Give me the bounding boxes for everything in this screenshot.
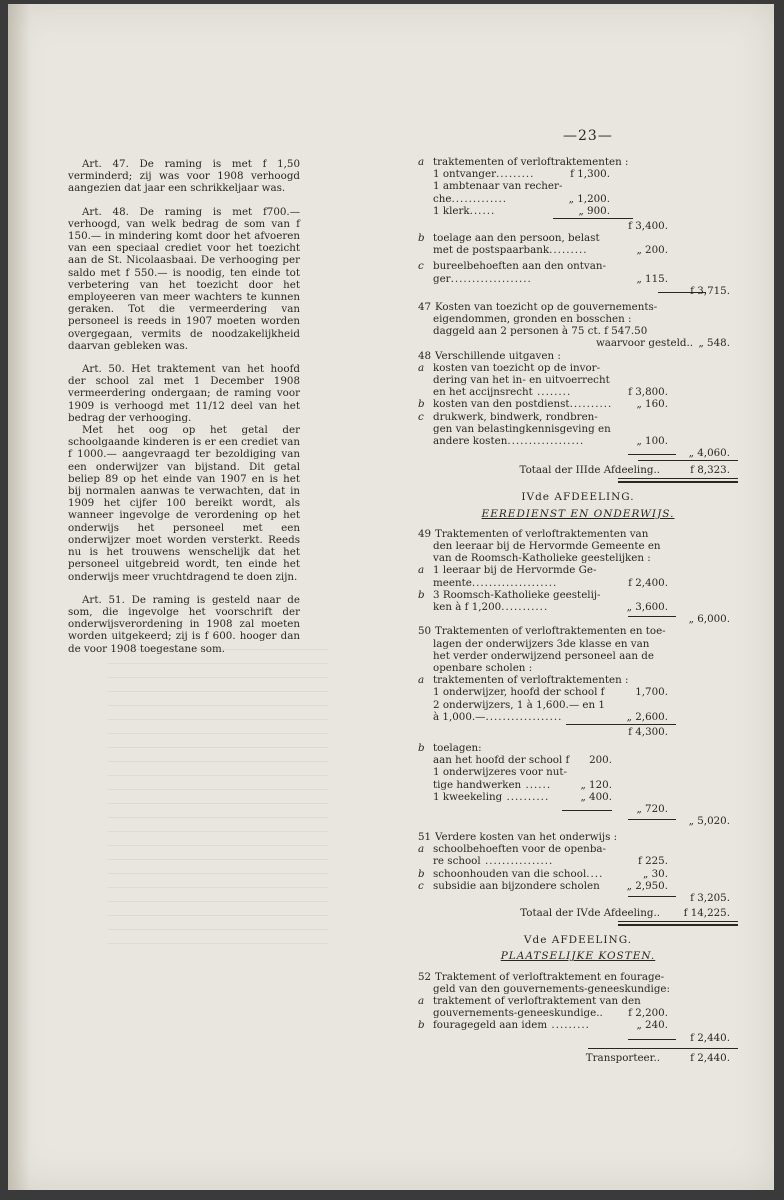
amount: f 3,400. (628, 220, 668, 233)
line: subsidie aan bijzondere scholen (433, 879, 600, 892)
line: 1 onderwijzer, hoofd der school f (433, 686, 605, 699)
line: 1 kweekeling (433, 790, 503, 803)
amount: „ 5,020. (688, 814, 730, 827)
amount: „ 1,200. (568, 192, 610, 205)
amount: f 3,715. (690, 284, 730, 297)
double-rule (618, 921, 738, 926)
line: fouragegeld aan idem (433, 1019, 548, 1032)
amount: f 2,200. (628, 1007, 668, 1020)
amount: 1,700. (635, 686, 668, 699)
line: traktementen of verloftraktementen : (433, 156, 629, 168)
line: bureelbehoeften aan den ontvan- (433, 260, 606, 273)
paragraph: Art. 48. De raming is met f700.— verhoogd, van welk bedrag de som van f 150.— in mindering komt door het afvoeren van een speciaal crediet voor het toezicht aan de St. Nicolaasbaai. De verhooging per saldo met f 550.— is noodig, ten einde tot verbetering van het toezicht door het employeeren van meer wachters te kunnen geraken. Tot die vermeerdering van personeel is reeds in 1907 moeten worden overgegaan, vermits de noodzakelijkheid daarvan gebleken was. (68, 205, 300, 352)
amount: „ 548. (698, 337, 730, 350)
line: gouvernements-geneeskundige.. (433, 1007, 603, 1020)
amount: „ 100. (636, 435, 668, 448)
line: geld van den gouvernements-geneeskundige: (433, 982, 670, 995)
rule (553, 218, 633, 219)
line: gen van belastingkennisgeving en (433, 422, 611, 435)
line: andere kosten (433, 435, 508, 448)
section-heading: IVde AFDEELING. (521, 491, 635, 504)
line: Kosten van toezicht op de gouvernements- (435, 300, 658, 313)
line: 1 leeraar bij de Hervormde Ge- (433, 564, 597, 577)
paragraph: Met het oog op het getal der schoolgaande kinderen is er een crediet van f 1000.— aangevraagd ter bezoldiging van een onderwijzer van bijstand. Dit getal beliep 89 op het einde van 1907 en is het bij normalen aanwas te verwachten, dat in 1909 het cijfer 100 bereikt wordt, als wanneer ingevolge de verordening op het onderwijs het personeel met een onderwijzer moet worden versterkt. Reeds nu is het trouwens wenschelijk dat het personeel uitgebreid wordt, ten einde het onderwijs meer vruchtdragend te doen zijn. (68, 424, 300, 583)
line: met de postspaarbank (433, 244, 550, 257)
amount: f 3,800. (628, 386, 668, 399)
line: 1 ambtenaar van recher- (433, 180, 563, 193)
total-amount: f 8,323. (690, 464, 730, 477)
paragraph: Art. 51. De raming is gesteld naar de som, die ingevolge het voorschrift der onderwijsverordening in 1908 zal moeten worden uitgekeerd; zij is f 600. hooger dan de voor 1908 toegestane som. (68, 593, 300, 655)
line: 1 klerk (433, 204, 470, 217)
line: drukwerk, bindwerk, rondbren- (433, 410, 598, 423)
page-number: —23— (563, 128, 613, 144)
document-page (8, 4, 774, 1190)
rule (638, 460, 738, 461)
amount: „ 30. (643, 867, 668, 880)
line: daggeld aan 2 personen à 75 ct. f 547.50 (433, 325, 648, 338)
line: traktement of verloftraktement van den (433, 994, 641, 1007)
amount: „ 200. (636, 244, 668, 257)
line: traktementen of verloftraktementen : (433, 674, 629, 687)
line: re school (433, 855, 481, 868)
line: che (433, 192, 452, 205)
line: toelage aan den persoon, belast (433, 232, 600, 245)
amount: f 3,205. (690, 891, 730, 904)
line: het verder onderwijzend personeel aan de (433, 649, 654, 662)
amount: „ 3,600. (626, 601, 668, 614)
line: Verdere kosten van het onderwijs : (435, 830, 618, 843)
line: Verschillende uitgaven : (435, 349, 561, 362)
amount: „ 240. (636, 1019, 668, 1032)
line: 3 Roomsch-Katholieke geestelij- (433, 588, 601, 601)
section-heading: Vde AFDEELING. (523, 934, 633, 947)
line: eigendommen, gronden en bosschen : (433, 313, 632, 326)
line: Traktementen of verloftraktementen en toe- (435, 625, 666, 638)
line: schoolbehoeften voor de openba- (433, 843, 607, 856)
line: lagen der onderwijzers 3de klasse en van (433, 637, 650, 650)
line: ger (433, 272, 451, 285)
amount: „ 160. (636, 398, 668, 411)
line: en het accijnsrecht (433, 386, 533, 399)
total-amount: f 14,225. (683, 906, 730, 919)
line: kosten van toezicht op de invor- (433, 361, 601, 374)
rule (588, 1048, 738, 1049)
amount: „ 115. (636, 272, 668, 285)
line: 2 onderwijzers, 1 à 1,600.— en 1 (433, 698, 605, 711)
line: tige handwerken (433, 778, 522, 791)
amount: „ 2,600. (626, 710, 668, 723)
paragraph: Art. 50. Het traktement van het hoofd der school zal met 1 December 1908 vermeerdering ondergaan; de raming voor 1909 is verhoogd met 11/12 deel van het bedrag der verhooging. (68, 363, 300, 424)
total-label: Totaal der IIIde Afdeeling.. (519, 464, 660, 477)
line: Traktement of verloftraktement en fourage- (435, 970, 665, 983)
amount: „ 120. (580, 778, 612, 791)
amount: 200. (589, 754, 612, 767)
amount: „ 900. (578, 204, 610, 217)
bleed-through (108, 644, 328, 944)
line: meente (433, 576, 472, 589)
line: Traktementen of verloftraktementen van (435, 527, 649, 540)
amount: f 4,300. (628, 725, 668, 738)
line: den leeraar bij de Hervormde Gemeente en (433, 540, 661, 553)
line: 1 ontvanger (433, 168, 496, 181)
amount: „ 2,950. (626, 879, 668, 892)
line: kosten van den postdienst (433, 398, 570, 411)
paragraph: Art. 47. De raming is met f 1,50 verminderd; zij was voor 1908 verhoogd aangezien dat jaar een schrikkeljaar was. (68, 158, 300, 195)
total-label: Transporteer.. (585, 1051, 660, 1064)
line: schoonhouden van die school (433, 867, 587, 880)
right-column: a traktementen of verloftraktementen : 1 ontvanger......... f 1,300. 1 ambtenaar van recher- che............. „ 1,200. 1 klerk...... „ 900. f 3,400. b toelage aan den persoon, belast met de postspaarbank......... „ 200. c bureelbehoeften aan den ontvan- ger................... „ 115. f 3,715. 47 Kosten van toezicht op de gouvernements- eigendommen, gronden en bosschen : daggeld aan 2 personen à 75 ct. f 547.50 waarvoor gesteld.. „ 548. 48 Verschillende uitgaven : a kosten van toezicht op de invor- dering van het in- en uitvoerrecht en het accijnsrecht ........ f 3,800. b kosten van den postdienst.......... „ 160. c drukwerk, bindwerk, rondbren- gen van belastingkennisgeving en andere kosten.................. „ 100. „ 4,060. Totaal der IIIde Afdeeling.. f 8,323. IVde AFDEELING. EEREDIENST EN ONDERWIJS. 49 Traktementen of verloftraktementen van den leeraar bij de Hervormde Gemeente en van de Roomsch-Katholieke geestelijken : a 1 leeraar bij de Hervormde Ge- meente.................... f 2,400. b 3 Roomsch-Katholieke geestelij- ken à f 1,200........... „ 3,600. „ 6,000. 50 Traktementen of verloftraktementen en toe- lagen der onderwijzers 3de klasse en van het verder onderwijzend personeel aan de openbare scholen : a traktementen of verloftraktementen : 1 onderwijzer, hoofd der school f 1,700. 2 onderwijzers, 1 à 1,600.— en 1 à 1,000.—.................. „ 2,600. f 4,300. b toelagen: aan het hoofd der school f 200. 1 onderwijzeres voor nut- tige handwerken ...... „ 120. 1 kweekeling .......... „ 400. „ 720. „ 5,020. 51 Verdere kosten van het onderwijs : a schoolbehoeften voor de openba- re school ................ f 225. b schoonhouden van die school.... „ 30. c subsidie aan bijzondere scholen „ 2,950. f 3,205. Totaal der IVde Afdeeling.. f 14,225. Vde AFDEELING. PLAATSELIJKE KOSTEN. 52 Traktement of verloftraktement en fourage- geld van den gouvernements-geneeskundige: a traktement of verloftraktement van den gouvernements-geneeskundige.. f 2,200. b fouragegeld aan idem ......... „ 240. f 2,440. Transporteer.. f 2,440. (418, 156, 738, 1064)
line: van de Roomsch-Katholieke geestelijken : (433, 552, 651, 565)
left-column (68, 158, 300, 666)
section-subheading: EEREDIENST EN ONDERWIJS. (481, 507, 675, 520)
line: 1 onderwijzeres voor nut- (433, 766, 567, 779)
total-amount: f 2,440. (690, 1051, 730, 1064)
amount: „ 400. (580, 790, 612, 803)
amount: „ 4,060. (688, 447, 730, 460)
line: ken à f 1,200 (433, 601, 502, 614)
total-label: Totaal der IVde Afdeeling.. (520, 906, 660, 919)
line: openbare scholen : (433, 661, 533, 674)
double-rule (618, 478, 738, 483)
line: waarvoor gesteld.. (595, 337, 693, 350)
amount: f 2,440. (690, 1031, 730, 1044)
line: à 1,000.— (433, 710, 486, 723)
amount: „ 6,000. (688, 613, 730, 626)
section-subheading: PLAATSELIJKE KOSTEN. (500, 950, 656, 963)
line: toelagen: (433, 741, 482, 754)
rule (566, 724, 676, 725)
line: dering van het in- en uitvoerrecht (433, 374, 610, 387)
line: aan het hoofd der school f (433, 754, 570, 767)
amount: f 225. (637, 855, 668, 868)
amount: f 1,300. (570, 168, 610, 181)
amount: „ 720. (636, 802, 668, 815)
amount: f 2,400. (628, 576, 668, 589)
